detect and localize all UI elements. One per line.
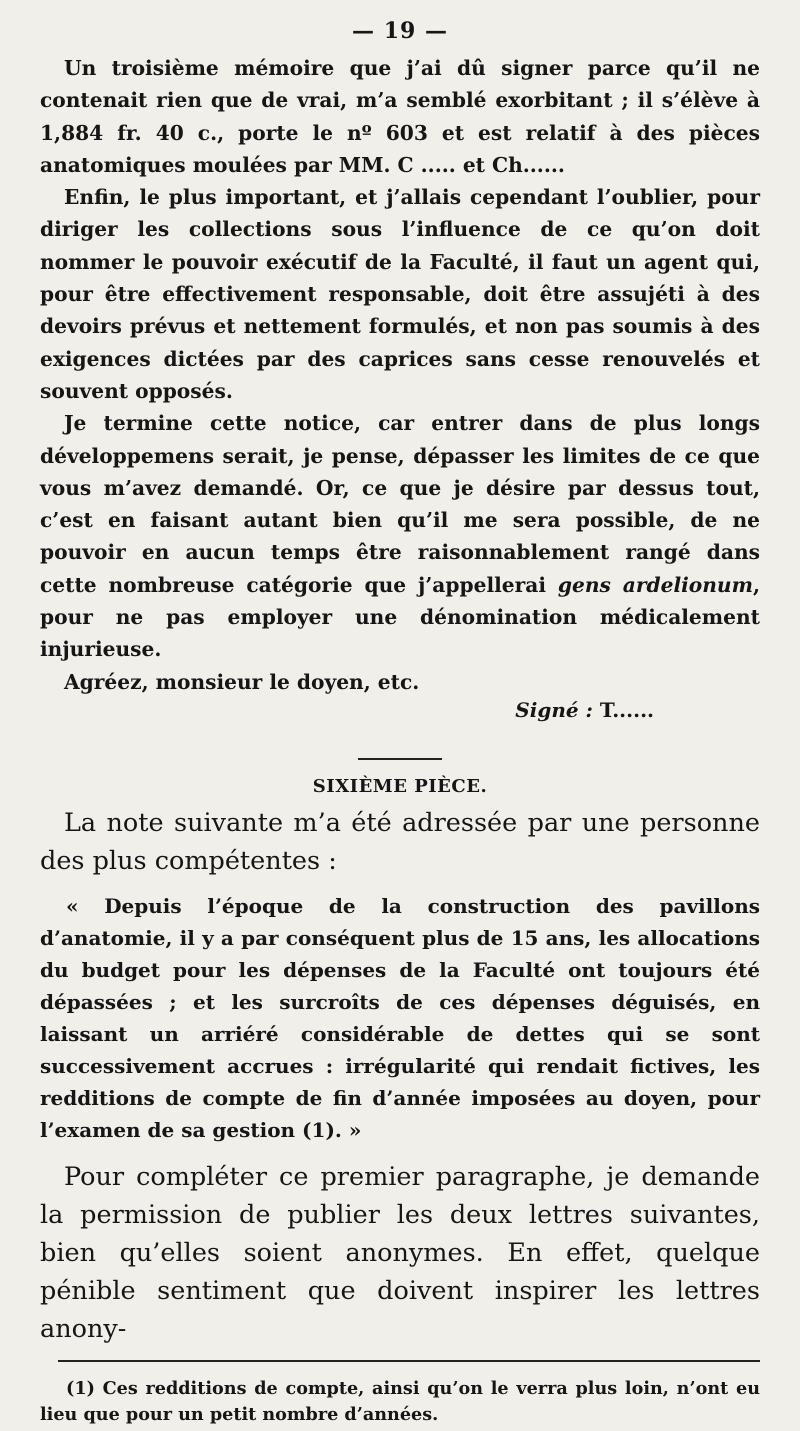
paragraph-enfin: Enfin, le plus important, et j’allais cependant l’oublier, pour diriger les collections sous l’influence de ce qu’on doit nommer le pouvoir exécutif de la Faculté, il faut un agent qui, pour être effectivement responsable, doit être assujéti à des devoirs prévus et nettement formulés, et non pas soumis à des exigences dictées par des caprices sans cesse renouvelés et souvent opposés. [40,185,760,403]
paragraph-je-termine-text-end: , pour ne pas employer une dénomination médicalement injurieuse. [40,572,760,662]
footnote-separator [58,1360,760,1362]
signature-label: Signé : [515,697,593,722]
closing-salutation: Agréez, monsieur le doyen, etc. [64,669,420,694]
section-intro: La note suivante m’a été adressée par une personne des plus compétentes : [40,807,760,876]
paragraph-pour-completer: Pour compléter ce premier paragraphe, je demande la permission de publier les deux lettres suivantes, bien qu’elles soient anonymes. En effet, quelque pénible sentiment que doivent inspirer les lettres anony- [40,1161,760,1344]
paragraph-je-termine [40,407,760,665]
paragraph-troisieme-memoire: Un troisième mémoire que j’ai dû signer parce qu’il ne contenait rien que de vrai, m’a semblé exorbitant ; il s’élève à 1,884 fr. 40 c., porte le nº 603 et est relatif à des pièces anatomiques moulées par MM. C ..... et Ch...... [40,56,760,177]
italic-gens-ardelionum: gens ardelionum [557,572,753,597]
signature-name: T...... [599,697,654,722]
quoted-note: « Depuis l’époque de la construction des pavillons d’anatomie, il y a par conséquent plus de 15 ans, les allocations du budget pour les dépenses de la Faculté ont toujours été dépassées ; et les surcroîts de ces dépenses déguisés, en laissant un arriéré considérable de dettes qui se sont successivement accrues : irrégularité qui rendait fictives, les redditions de compte de fin d’année imposées au doyen, pour l’examen de sa gestion (1). » [40,893,760,1142]
section-heading: SIXIÈME PIÈCE. [312,775,488,797]
footnote: (1) Ces redditions de compte, ainsi qu’on le verra plus loin, n’ont eu lieu que pour un petit nombre d’années. [40,1377,760,1425]
page-number: — 19 — [352,18,448,44]
signature-line [40,694,760,726]
section-divider [358,758,442,760]
paragraph-je-termine-text-start: Je termine cette notice, car entrer dans de plus longs développemens serait, je pense, dépasser les limites de ce que vous m’avez demandé. Or, ce que je désire par dessus tout, c’est en faisant autant bien qu’il me sera possible, de ne pouvoir en aucun temps être raisonnablement rangé dans cette nombreuse catégorie que j’appellerai [40,411,760,597]
